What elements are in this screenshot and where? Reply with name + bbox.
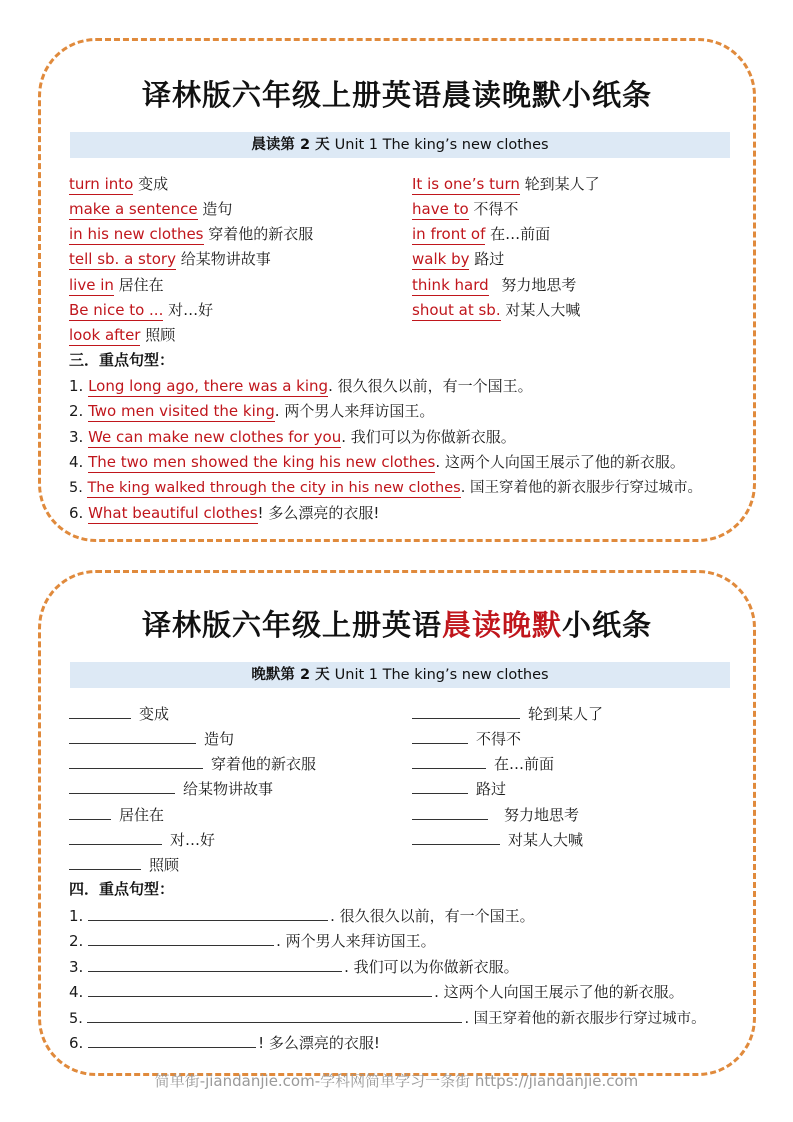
answer-blank[interactable] bbox=[412, 804, 488, 820]
phrase-english: turn into bbox=[69, 175, 134, 193]
sentence-chinese: . 很久很久以前，有一个国王。 bbox=[328, 377, 533, 395]
day-banner bbox=[70, 662, 730, 688]
phrase-item bbox=[69, 224, 313, 244]
sentence-chinese: . 这两个人向国王展示了他的新衣服。 bbox=[435, 453, 685, 471]
phrase-item bbox=[412, 275, 576, 295]
title-part: 译林版六年级上册英语 bbox=[141, 608, 442, 642]
phrase-chinese: 在…前面 bbox=[490, 225, 551, 243]
sentence-chinese: . 两个男人来拜访国王。 bbox=[276, 932, 436, 950]
phrase-chinese: 路过 bbox=[474, 250, 505, 268]
card-title bbox=[41, 603, 753, 644]
answer-blank[interactable] bbox=[412, 703, 520, 719]
sentence-chinese: . 我们可以为你做新衣服。 bbox=[341, 428, 516, 446]
phrase-english: shout at sb. bbox=[412, 301, 501, 319]
phrase-chinese: 照顾 bbox=[145, 326, 176, 344]
sentence-number: 4. bbox=[69, 983, 84, 1001]
phrase-english: Be nice to ... bbox=[69, 301, 164, 319]
phrase-chinese: 照顾 bbox=[149, 856, 180, 874]
phrase-chinese: 造句 bbox=[204, 730, 235, 748]
sentence-item bbox=[69, 452, 685, 472]
phrase-item bbox=[69, 325, 175, 345]
answer-blank[interactable] bbox=[88, 930, 274, 946]
answer-blank[interactable] bbox=[88, 1032, 256, 1048]
sentence-item bbox=[69, 401, 434, 421]
sentence-english: We can make new clothes for you bbox=[88, 428, 342, 446]
phrase-english: think hard bbox=[412, 276, 489, 294]
answer-blank[interactable] bbox=[412, 778, 468, 794]
answer-blank[interactable] bbox=[69, 778, 175, 794]
phrase-item bbox=[69, 249, 271, 269]
answer-blank[interactable] bbox=[69, 728, 196, 744]
answer-blank[interactable] bbox=[412, 753, 486, 769]
blank-item bbox=[412, 778, 506, 799]
phrase-item bbox=[69, 275, 164, 295]
phrase-chinese: 不得不 bbox=[473, 200, 519, 218]
sentence-chinese: . 很久很久以前，有一个国王。 bbox=[330, 907, 535, 925]
sentence-item bbox=[69, 1007, 706, 1029]
sentence-number: 3. bbox=[69, 958, 84, 976]
banner-day-label: 晨读第 2 天 bbox=[251, 137, 330, 153]
sentence-item bbox=[69, 905, 535, 926]
blank-item bbox=[69, 804, 164, 825]
sentence-number: 6. bbox=[69, 504, 84, 522]
sentence-item bbox=[69, 1032, 380, 1053]
blank-item bbox=[69, 829, 215, 850]
phrase-chinese: 变成 bbox=[139, 705, 170, 723]
sentence-chinese: ! 多么漂亮的衣服! bbox=[258, 1034, 380, 1052]
sentence-number: 2. bbox=[69, 932, 84, 950]
phrase-chinese: 给某物讲故事 bbox=[180, 250, 271, 268]
phrase-chinese: 对…好 bbox=[170, 831, 216, 849]
phrase-chinese: 在…前面 bbox=[494, 755, 555, 773]
phrase-chinese: 居住在 bbox=[119, 806, 165, 824]
phrase-english: have to bbox=[412, 200, 469, 218]
day-banner bbox=[70, 132, 730, 158]
banner-unit-label: Unit 1 The king’s new clothes bbox=[334, 137, 549, 153]
phrase-english: live in bbox=[69, 276, 114, 294]
phrase-item bbox=[412, 174, 600, 194]
sentence-chinese: . 国王穿着他的新衣服步行穿过城市。 bbox=[460, 480, 702, 496]
sentence-number: 3. bbox=[69, 428, 84, 446]
blank-item bbox=[69, 728, 234, 749]
footer-watermark: 简单街-jiandanjie.com-学科网简单学习一条街 https://jiandanjie.com bbox=[154, 1072, 639, 1090]
phrase-item bbox=[412, 300, 580, 320]
phrase-chinese: 给某物讲故事 bbox=[183, 780, 274, 798]
answer-blank[interactable] bbox=[69, 703, 131, 719]
card-title: 译林版六年级上册英语晨读晚默小纸条 bbox=[141, 78, 652, 112]
phrase-chinese: 路过 bbox=[476, 780, 507, 798]
sentence-number: 6. bbox=[69, 1034, 84, 1052]
phrase-chinese: 努力地思考 bbox=[504, 806, 580, 824]
phrase-chinese: 不得不 bbox=[476, 730, 522, 748]
blank-item bbox=[412, 829, 583, 850]
blank-item bbox=[412, 753, 554, 774]
sentence-english: Two men visited the king bbox=[88, 402, 275, 420]
answer-blank[interactable] bbox=[87, 1007, 462, 1023]
phrase-english: It is one’s turn bbox=[412, 175, 520, 193]
sentence-chinese: . 这两个人向国王展示了他的新衣服。 bbox=[434, 983, 684, 1001]
phrase-item bbox=[69, 174, 168, 194]
phrase-chinese: 对…好 bbox=[168, 301, 214, 319]
blank-item bbox=[412, 728, 521, 749]
answer-blank[interactable] bbox=[69, 753, 203, 769]
sentence-chinese: . 我们可以为你做新衣服。 bbox=[344, 958, 519, 976]
sentence-item bbox=[69, 503, 379, 523]
phrase-chinese: 对某人大喊 bbox=[505, 301, 581, 319]
phrase-english: look after bbox=[69, 326, 141, 344]
sentence-item bbox=[69, 981, 684, 1002]
sentence-item bbox=[69, 427, 516, 447]
phrase-item bbox=[69, 300, 213, 320]
answer-blank[interactable] bbox=[88, 956, 342, 972]
phrase-item bbox=[69, 199, 232, 219]
sentence-number: 2. bbox=[69, 402, 84, 420]
morning-reading-card bbox=[38, 38, 756, 542]
phrase-item bbox=[412, 224, 550, 244]
phrase-chinese: 变成 bbox=[138, 175, 169, 193]
sentence-item bbox=[69, 930, 436, 951]
evening-dictation-card bbox=[38, 570, 756, 1076]
blank-item bbox=[69, 778, 273, 799]
blank-item bbox=[69, 703, 169, 724]
section-heading: 三．重点句型： bbox=[69, 351, 175, 369]
sentence-chinese: . 两个男人来拜访国王。 bbox=[274, 402, 435, 420]
answer-blank[interactable] bbox=[412, 829, 500, 845]
phrase-chinese: 轮到某人了 bbox=[524, 175, 600, 193]
sentence-number: 1. bbox=[69, 377, 84, 395]
answer-blank[interactable] bbox=[69, 829, 162, 845]
sentence-chinese: ! 多么漂亮的衣服! bbox=[257, 504, 380, 522]
sentence-number: 4. bbox=[69, 453, 84, 471]
answer-blank[interactable] bbox=[88, 905, 328, 921]
banner-day-label: 晚默第 2 天 bbox=[251, 667, 330, 683]
phrase-english: make a sentence bbox=[69, 200, 198, 218]
sentence-english: The two men showed the king his new clothes bbox=[88, 453, 436, 471]
sentence-number: 5. bbox=[69, 1011, 83, 1027]
blank-item bbox=[69, 854, 179, 875]
phrase-item bbox=[412, 199, 518, 219]
phrase-english: in his new clothes bbox=[69, 225, 204, 243]
phrase-chinese: 轮到某人了 bbox=[528, 705, 604, 723]
answer-blank[interactable] bbox=[69, 804, 111, 820]
answer-blank[interactable] bbox=[88, 981, 432, 997]
phrase-english: tell sb. a story bbox=[69, 250, 176, 268]
sentence-chinese: . 国王穿着他的新衣服步行穿过城市。 bbox=[464, 1011, 706, 1027]
answer-blank[interactable] bbox=[412, 728, 468, 744]
phrase-chinese: 穿着他的新衣服 bbox=[208, 225, 314, 243]
answer-blank[interactable] bbox=[69, 854, 141, 870]
phrase-chinese: 穿着他的新衣服 bbox=[211, 755, 317, 773]
sentence-english: The king walked through the city in his new clothes bbox=[87, 480, 461, 496]
title-part: 小纸条 bbox=[562, 608, 653, 642]
sentence-number: 5. bbox=[69, 480, 83, 496]
phrase-item bbox=[412, 249, 504, 269]
phrase-chinese: 居住在 bbox=[118, 276, 164, 294]
sentence-number: 1. bbox=[69, 907, 84, 925]
sentence-english: Long long ago, there was a king bbox=[88, 377, 329, 395]
sentence-item bbox=[69, 376, 533, 396]
title-highlight: 晨读晚默 bbox=[441, 608, 562, 642]
phrase-english: walk by bbox=[412, 250, 470, 268]
section-heading: 四．重点句型： bbox=[69, 880, 175, 898]
phrase-english: in front of bbox=[412, 225, 486, 243]
blank-item bbox=[412, 703, 603, 724]
phrase-chinese: 努力地思考 bbox=[501, 276, 577, 294]
phrase-chinese: 造句 bbox=[202, 200, 233, 218]
sentence-english: What beautiful clothes bbox=[88, 504, 258, 522]
banner-unit-label: Unit 1 The king’s new clothes bbox=[334, 667, 549, 683]
sentence-item bbox=[69, 956, 519, 977]
blank-item bbox=[69, 753, 316, 774]
phrase-chinese: 对某人大喊 bbox=[508, 831, 584, 849]
blank-item bbox=[412, 804, 579, 825]
sentence-item bbox=[69, 478, 702, 498]
